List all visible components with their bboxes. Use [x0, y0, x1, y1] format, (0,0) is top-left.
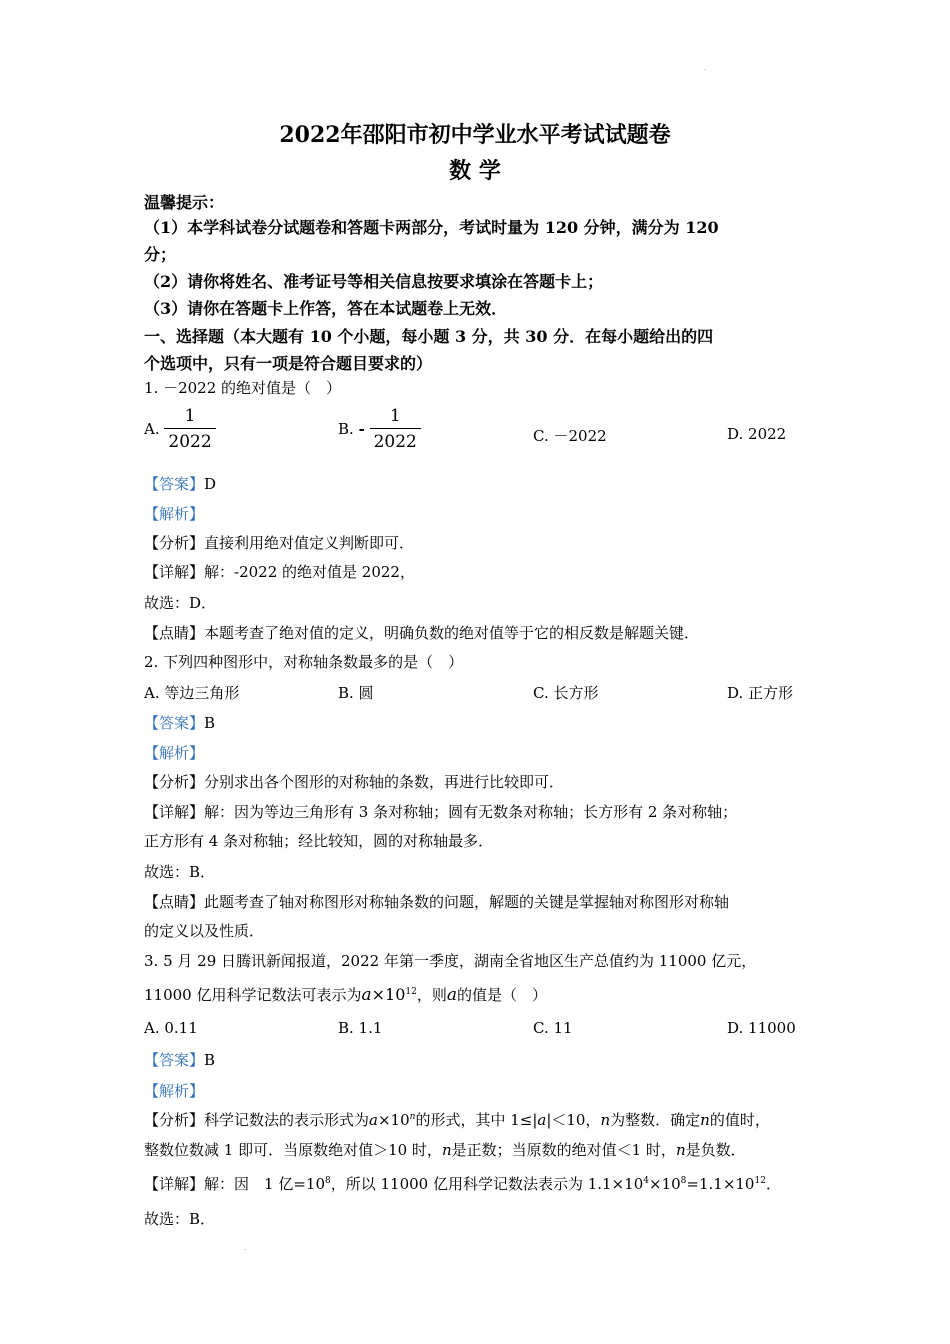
fenxi-tag: 【分析】	[144, 1111, 205, 1129]
answer-tag: 【答案】	[144, 1051, 205, 1069]
q3-answer-value: B	[204, 1051, 216, 1069]
fenxi-tag: 【分析】	[144, 534, 205, 552]
tips-heading: 温馨提示：	[144, 193, 225, 212]
corner-mark: ·	[704, 66, 707, 74]
q1-analysis-tag: 【解析】	[144, 505, 205, 523]
q1-answer-value: D	[204, 475, 217, 493]
dianjing-tag: 【点睛】	[144, 893, 205, 911]
q1-option-d: D. 2022	[727, 425, 787, 443]
q2-choice: 故选：B．	[144, 863, 216, 881]
answer-tag: 【答案】	[144, 714, 205, 732]
q3-fenxi-text-3: |＜10，	[546, 1111, 601, 1129]
q3-fenxi-var-a: a	[369, 1111, 378, 1129]
q3-xiangjie-text-1: 解：因 1 亿=10	[204, 1175, 325, 1193]
q3-xiangjie	[144, 1173, 781, 1194]
q3-stem-cont	[144, 984, 547, 1005]
q3-xiangjie-text-2: ，所以 11000 亿用科学记数法表示为 1.1×10	[330, 1175, 644, 1193]
tips-line-1: （1）本学科试卷分试题卷和答题卡两部分，考试时量为 120 分钟，满分为 120	[144, 218, 719, 237]
q2-stem: 2. 下列四种图形中，对称轴条数最多的是（ ）	[144, 653, 464, 671]
q3-option-b: B. 1.1	[338, 1019, 383, 1037]
q2-dianjing	[144, 891, 729, 912]
q3-exponent: 12	[405, 987, 417, 997]
q3-fenxi-cont	[144, 1139, 746, 1160]
q3-fenxi-exp-n: n	[409, 1112, 416, 1122]
bottom-mark: ·	[244, 1246, 247, 1254]
q1-fenxi	[144, 532, 414, 553]
q2-xiangjie-text: 解：因为等边三角形有 3 条对称轴；圆有无数条对称轴；长方形有 2 条对称轴；	[204, 803, 738, 821]
q1-option-b-numerator: 1	[370, 406, 421, 429]
tips-line-3: （3）请你在答题卡上作答，答在本试题卷上无效．	[144, 299, 508, 318]
q1-xiangjie-text: 解：-2022 的绝对值是 2022，	[204, 563, 415, 581]
q2-fenxi	[144, 771, 564, 792]
q3-stem-text-2: ，则	[416, 986, 447, 1004]
q3-stem-text-3: 的值是（ ）	[457, 986, 548, 1004]
q1-option-b	[338, 406, 421, 452]
q1-option-b-denominator: 2022	[373, 432, 417, 452]
q1-stem: 1. －2022 的绝对值是（ ）	[144, 379, 342, 397]
q3-fenxi-cont-2: 是正数；当原数的绝对值＜1 时，	[451, 1141, 676, 1159]
q3-fenxi-cont-1: 整数位数减 1 即可．当原数绝对值＞10 时，	[144, 1141, 442, 1159]
answer-tag: 【答案】	[144, 475, 205, 493]
q2-dianjing-cont: 的定义以及性质．	[144, 922, 265, 940]
q3-fenxi-var-n: n	[600, 1111, 611, 1129]
q1-option-c: C. －2022	[533, 427, 607, 445]
q3-xiangjie-exp-2: 4	[643, 1176, 649, 1186]
q3-fenxi-cont-3: 是负数．	[685, 1141, 746, 1159]
q2-option-d: D. 正方形	[727, 684, 794, 702]
q1-option-a-denominator: 2022	[168, 432, 212, 452]
q1-option-a-label: A.	[144, 420, 160, 438]
q3-fenxi-text-2: 的形式，其中 1≤|	[415, 1111, 538, 1129]
q3-fenxi-var-a-2: a	[537, 1111, 547, 1129]
section-heading: 一、选择题（本大题有 10 个小题，每小题 3 分，共 30 分．在每小题给出的四	[144, 327, 714, 346]
q3-option-c: C. 11	[533, 1019, 573, 1037]
q2-option-a: A. 等边三角形	[144, 684, 240, 702]
xiangjie-tag: 【详解】	[144, 1175, 205, 1193]
exam-subject: 数 学	[449, 158, 501, 184]
q3-answer	[144, 1049, 215, 1070]
q1-xiangjie	[144, 561, 415, 582]
q1-fenxi-text: 直接利用绝对值定义判断即可．	[204, 534, 415, 552]
dianjing-tag: 【点睛】	[144, 624, 205, 642]
q1-dianjing	[144, 622, 699, 643]
q2-fenxi-text: 分别求出各个图形的对称轴的条数，再进行比较即可．	[204, 773, 565, 791]
q3-stem: 3. 5 月 29 日腾讯新闻报道，2022 年第一季度，湖南全省地区生产总值约为 11000 亿元，	[144, 952, 757, 970]
q3-stem-text: 11000 亿用科学记数法可表示为	[144, 986, 362, 1004]
tips-line-2: （2）请你将姓名、准考证号等相关信息按要求填涂在答题卡上；	[144, 272, 604, 291]
q1-choice: 故选：D．	[144, 594, 217, 612]
q2-analysis-tag: 【解析】	[144, 744, 205, 762]
q3-fenxi-cont-var-n: n	[441, 1141, 452, 1159]
q1-option-b-sign: -	[358, 420, 365, 438]
q3-option-d: D. 11000	[727, 1019, 796, 1037]
q1-option-b-label: B.	[338, 420, 354, 438]
q2-xiangjie-cont: 正方形有 4 条对称轴；经比较知，圆的对称轴最多．	[144, 832, 494, 850]
q2-xiangjie	[144, 801, 737, 822]
exam-title: 2022年邵阳市初中学业水平考试试题卷	[279, 122, 671, 148]
q3-option-a: A. 0.11	[144, 1019, 198, 1037]
q3-choice: 故选：B．	[144, 1210, 216, 1228]
q3-times-ten: ×10	[371, 985, 406, 1004]
q2-dianjing-text: 此题考查了轴对称图形对称轴条数的问题，解题的关键是掌握轴对称图形对称轴	[204, 893, 730, 911]
q3-xiangjie-exp-1: 8	[324, 1176, 331, 1186]
q3-var-a: a	[361, 985, 372, 1005]
q3-fenxi-text-1: 科学记数法的表示形式为	[204, 1111, 370, 1129]
fenxi-tag: 【分析】	[144, 773, 205, 791]
q3-xiangjie-exp-4: 12	[754, 1176, 766, 1186]
q2-answer-value: B	[204, 714, 216, 732]
q1-option-a-numerator: 1	[164, 406, 215, 429]
q3-fenxi	[144, 1109, 770, 1130]
q3-fenxi-var-n-2: n	[700, 1111, 710, 1129]
q3-analysis-tag: 【解析】	[144, 1082, 205, 1100]
q3-fenxi-text-5: 的值时，	[709, 1111, 770, 1129]
q2-answer	[144, 712, 215, 733]
q3-fenxi-cont-var-n-2: n	[675, 1141, 686, 1159]
q3-xiangjie-text-4: =1.1×10	[686, 1175, 755, 1193]
section-heading-cont: 个选项中，只有一项是符合题目要求的）	[144, 354, 433, 373]
q1-option-b-fraction	[370, 406, 421, 452]
q1-option-a-fraction	[164, 406, 215, 452]
q1-option-a	[144, 406, 216, 452]
q3-xiangjie-exp-3: 8	[680, 1176, 687, 1186]
q3-fenxi-text-4: 为整数．确定	[610, 1111, 701, 1129]
q3-fenxi-times-ten: ×10	[377, 1111, 410, 1129]
xiangjie-tag: 【详解】	[144, 803, 205, 821]
q2-option-b: B. 圆	[338, 684, 374, 702]
q3-xiangjie-text-3: ×10	[649, 1175, 681, 1193]
q2-option-c: C. 长方形	[533, 684, 599, 702]
q1-answer	[144, 473, 216, 494]
xiangjie-tag: 【详解】	[144, 563, 205, 581]
tips-line-1-cont: 分；	[144, 245, 177, 264]
q3-xiangjie-text-5: ．	[765, 1175, 781, 1193]
q1-dianjing-text: 本题考查了绝对值的定义，明确负数的绝对值等于它的相反数是解题关键．	[204, 624, 700, 642]
q3-var-a-2: a	[446, 985, 458, 1005]
